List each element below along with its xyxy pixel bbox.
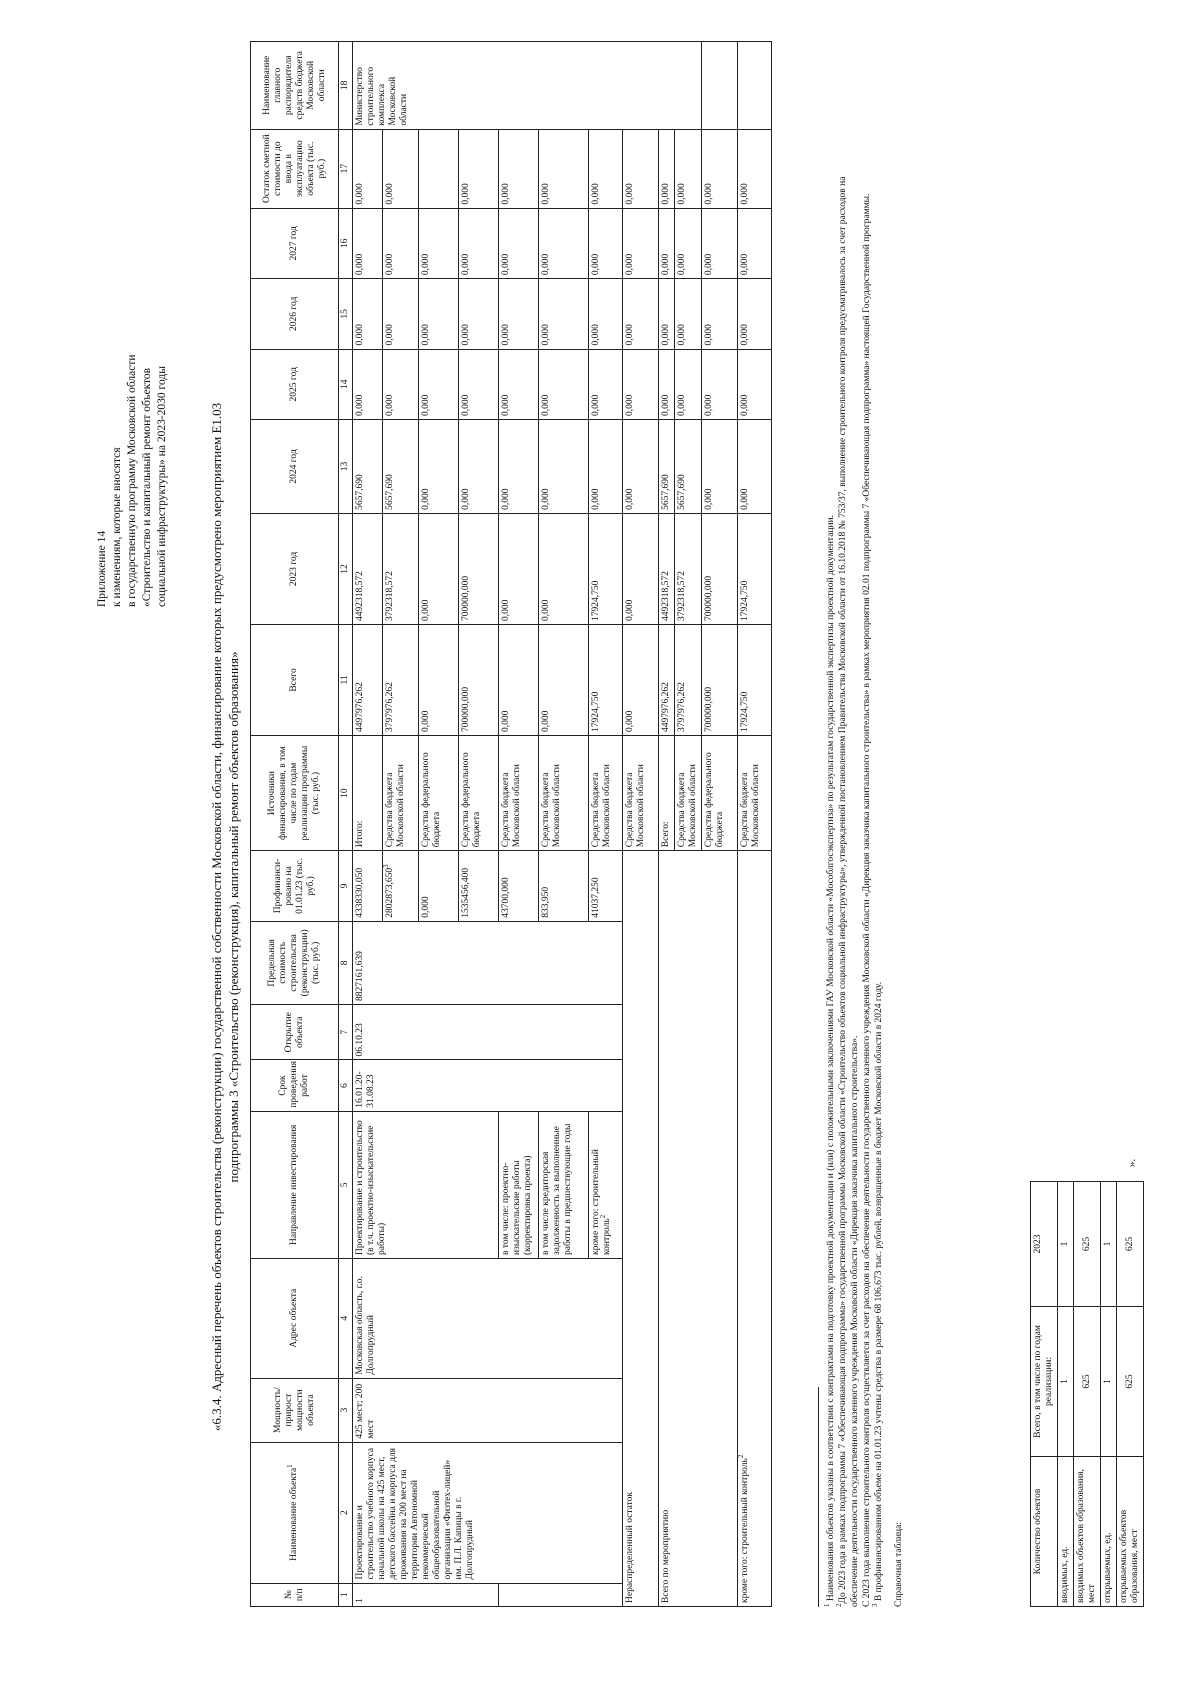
object-number-blank (499, 1583, 623, 1606)
column-number: 12 (339, 513, 353, 624)
investment-direction: в том числе: проектно-изыскательские работы (корректировка проекта) (499, 1111, 539, 1258)
value-2024: 5657,690 (659, 419, 675, 513)
column-number: 18 (339, 42, 353, 130)
header-cell: Количество объектов (1031, 1457, 1058, 1607)
funding-source: Средства федерального бюджета (459, 735, 499, 850)
column-number: 13 (339, 419, 353, 513)
funding-source: Средства бюджета Московской области (589, 735, 623, 850)
value-2026: 0,000 (419, 279, 459, 349)
value-2026: 0,000 (383, 279, 419, 349)
work-term: 16.01.20-31.08.23 (353, 1060, 623, 1111)
footnote: $^1$ Наименования объектов указаны в соответствии с контрактами на подготовку проектной документации и (или) с положительными заключениями ГАУ Московской области «Мособлгосэкспертиза» по результатам государственной экспертизы проектной документации. (822, 514, 836, 1607)
value-2023: 4492318,572 (353, 513, 383, 624)
value-2027: 0,000 (675, 208, 702, 278)
remaining-value: 0,000 (383, 129, 419, 208)
header-cell: Остаток сметной стоимости до ввода в эксплуатацию объекта (тыс. руб.) (251, 129, 339, 208)
value-2027: 0,000 (738, 208, 772, 278)
footnote: $^3$ В профинансированном объеме на 01.01.23 учтены средства в размере 68 106,673 тыс. рублей, возвращенные в бюджет Московской области в 2024 году. (870, 981, 884, 1607)
funding-source: Всего: (659, 735, 675, 850)
value-2024: 0,000 (499, 419, 539, 513)
value-2026: 0,000 (499, 279, 539, 349)
value-2026: 0,000 (702, 279, 738, 349)
header-cell: Всего, в том числе по годам реализации: (1031, 1307, 1058, 1457)
value-2025: 0,000 (589, 349, 623, 419)
total-value: 0,000 (623, 624, 659, 735)
value-2025: 0,000 (623, 349, 659, 419)
funding-source: Средства федерального бюджета (419, 735, 459, 850)
value-2026: 0,000 (353, 279, 383, 349)
investment-direction: кроме того: строительный контроль$^2$ (589, 1111, 623, 1258)
value-2023: 3792318,572 (675, 513, 702, 624)
value-2023: 1 (1058, 1182, 1074, 1307)
value-2024: 5657,690 (353, 419, 383, 513)
value-2025: 0,000 (383, 349, 419, 419)
heading-line: «6.3.4. Адресный перечень объектов строительства (реконструкции) государственной собственности Московской области, финансирование которых предусмотрено мероприятием Е1.03 (209, 402, 224, 1432)
column-number: 2 (339, 1442, 353, 1583)
funding-source: Средства бюджета Московской области (738, 735, 772, 850)
total-value: 4497976,262 (353, 624, 383, 735)
table-row (659, 42, 675, 1607)
column-number: 4 (339, 1259, 353, 1379)
total-value: 700000,000 (702, 624, 738, 735)
column-number: 7 (339, 1004, 353, 1060)
row-label: Нераспределенный остаток (623, 851, 659, 1607)
column-number: 11 (339, 624, 353, 735)
header-cell: Предельная стоимость строительства (реконструкции) (тыс. руб.) (251, 921, 339, 1004)
value-2023: 700000,000 (702, 513, 738, 624)
value-2026: 0,000 (589, 279, 623, 349)
financed-value: 833,950 (539, 851, 589, 921)
column-number-row (339, 42, 353, 1607)
value-2024: 0,000 (459, 419, 499, 513)
header-cell: 2027 год (251, 208, 339, 278)
table-row (1101, 1182, 1117, 1607)
value-2025: 0,000 (659, 349, 675, 419)
funding-source: Средства бюджета Московской области (499, 735, 539, 850)
column-number: 5 (339, 1111, 353, 1258)
header-cell: Адрес объекта (251, 1259, 339, 1379)
header-cell: Профинанси-ровано на 01.01.23 (тыс. руб.) (251, 851, 339, 921)
closing-quote-mark: ». (1126, 1158, 1138, 1167)
header-cell: Всего (251, 624, 339, 735)
appendix-line: «Строительство и капитальный ремонт объектов (141, 367, 153, 607)
value-2026: 0,000 (675, 279, 702, 349)
value-2025: 0,000 (353, 349, 383, 419)
header-cell: Направление инвестирования (251, 1111, 339, 1258)
total-value: 3797976,262 (383, 624, 419, 735)
value-2027: 0,000 (623, 208, 659, 278)
value-2026: 0,000 (738, 279, 772, 349)
investment-direction: в том числе кредиторская задолженность за выполненные работы в предшествующие годы (539, 1111, 589, 1258)
footnote-rule (818, 1387, 819, 1607)
header-cell: Источники финансирования, в том числе по годам реализации программы (тыс. руб.) (251, 735, 339, 850)
value-2023: 4492318,572 (659, 513, 675, 624)
value-2027: 0,000 (353, 208, 383, 278)
row-label: открываемых, ед. (1101, 1457, 1117, 1607)
total-value: 0,000 (499, 624, 539, 735)
object-opening: 06.10.23 (353, 1004, 623, 1060)
value-2023: 0,000 (623, 513, 659, 624)
column-number: 17 (339, 129, 353, 208)
value-2027: 0,000 (383, 208, 419, 278)
value-2023: 700000,000 (459, 513, 499, 624)
object-capacity: 425 мест; 200 мест (353, 1378, 623, 1442)
table-row (623, 42, 659, 1607)
remaining-value: 0,000 (738, 129, 772, 208)
funding-source: Итого: (353, 735, 383, 850)
column-number: 16 (339, 208, 353, 278)
reference-header-row (1031, 1182, 1058, 1607)
remaining-value: 0,000 (459, 129, 499, 208)
value-2023: 625 (1074, 1182, 1101, 1307)
financed-value: 41037,250 (589, 851, 623, 921)
column-number: 1 (339, 1583, 353, 1606)
header-cell: Срок проведения работ (251, 1060, 339, 1111)
funding-source: Средства бюджета Московской области (383, 735, 419, 850)
total-value: 1 (1058, 1307, 1074, 1457)
value-2027: 0,000 (459, 208, 499, 278)
value-2024: 0,000 (623, 419, 659, 513)
value-2024: 0,000 (738, 419, 772, 513)
column-number: 6 (339, 1060, 353, 1111)
reference-caption: Справочная таблица: (894, 1522, 904, 1607)
value-2024: 0,000 (419, 419, 459, 513)
value-2023: 0,000 (419, 513, 459, 624)
value-2027: 0,000 (419, 208, 459, 278)
header-cell: 2023 год (251, 513, 339, 624)
row-label: Всего по мероприятию (659, 851, 738, 1607)
value-2023: 17924,750 (738, 513, 772, 624)
heading-line: подпрограммы 3 «Строительство (реконструкция), капитальный ремонт объектов образования» (226, 651, 241, 1183)
value-2023: 3792318,572 (383, 513, 419, 624)
total-value: 700000,000 (459, 624, 499, 735)
document-heading (208, 287, 242, 1547)
table-row (1117, 1182, 1144, 1607)
financed-value: 43700,000 (499, 851, 539, 921)
financed-value: 4338330,050 (353, 851, 383, 921)
value-2024: 5657,690 (383, 419, 419, 513)
total-value: 17924,750 (738, 624, 772, 735)
table-row (1058, 1182, 1074, 1607)
value-2027: 0,000 (702, 208, 738, 278)
funding-source: Средства бюджета Московской области (623, 735, 659, 850)
footnotes (818, 147, 905, 1607)
header-cell: Мощность/ прирост мощности объекта (251, 1378, 339, 1442)
value-2023: 1 (1101, 1182, 1117, 1307)
total-value: 0,000 (539, 624, 589, 735)
appendix-line: в государственную программу Московской области (126, 354, 138, 607)
column-number: 8 (339, 921, 353, 1004)
total-value: 3797976,262 (675, 624, 702, 735)
remaining-value: 0,000 (702, 129, 738, 208)
budget-manager: Министерство строительного комплекса Московской области (353, 42, 702, 130)
value-2025: 0,000 (499, 349, 539, 419)
value-2025: 0,000 (539, 349, 589, 419)
header-cell: № п/п (251, 1583, 339, 1606)
value-2026: 0,000 (623, 279, 659, 349)
column-number: 9 (339, 851, 353, 921)
value-2027: 0,000 (659, 208, 675, 278)
value-2025: 0,000 (675, 349, 702, 419)
value-2027: 0,000 (539, 208, 589, 278)
appendix-line: к изменениям, которые вносятся (111, 447, 123, 607)
address-list-table (250, 41, 772, 1607)
remaining-value: 0,000 (499, 129, 539, 208)
header-cell: 2024 год (251, 419, 339, 513)
value-2025: 0,000 (459, 349, 499, 419)
appendix-line: Приложение 14 (96, 530, 108, 607)
remaining-value: 0,000 (539, 129, 589, 208)
table-row (353, 42, 383, 1607)
remaining-value: 0,000 (623, 129, 659, 208)
value-2023: 625 (1117, 1182, 1144, 1307)
total-value: 1 (1101, 1307, 1117, 1457)
appendix-line: социальной инфраструктуры» на 2023-2030 годы (156, 366, 168, 607)
total-value: 4497976,262 (659, 624, 675, 735)
total-value: 625 (1074, 1307, 1101, 1457)
value-2026: 0,000 (459, 279, 499, 349)
value-2024: 0,000 (702, 419, 738, 513)
table-row (1074, 1182, 1101, 1607)
value-2025: 0,000 (738, 349, 772, 419)
remaining-value (419, 129, 459, 208)
total-value: 17924,750 (589, 624, 623, 735)
funding-source: Средства бюджета Московской области (675, 735, 702, 850)
financed-value: 1535456,400 (459, 851, 499, 921)
reference-table (1030, 1181, 1144, 1607)
value-2025: 0,000 (419, 349, 459, 419)
value-2024: 0,000 (539, 419, 589, 513)
remaining-value: 0,000 (353, 129, 383, 208)
total-value: 0,000 (419, 624, 459, 735)
header-cell: Наименование объекта$^1$ (251, 1442, 339, 1583)
value-2027: 0,000 (589, 208, 623, 278)
funding-source: Средства федерального бюджета (702, 735, 738, 850)
investment-direction: Проектирование и строительство (в т.ч. проектно-изыскательские работы) (353, 1111, 499, 1258)
column-number: 14 (339, 349, 353, 419)
appendix-block (95, 127, 170, 607)
remaining-value: 0,000 (659, 129, 675, 208)
total-value: 625 (1117, 1307, 1144, 1457)
footnote: $^2$До 2023 года в рамках подпрограммы 7 «Обеспечивающая подпрограмма» государственной программы Московской области «Строительство объектов социальной инфраструктуры», утвержденной постановлением Правительства Московской области от 16.10.2018 № 753/37, выполнение строительного контроля предусматривалось за счет расходов на обеспечение деятельности государственного казенного учреждения Московской области «Дирекция заказчика капитального строительства». (834, 176, 860, 1607)
header-cell: Наименование главного распорядителя средств бюджета Московской области (251, 42, 339, 130)
limit-cost: 8827161,639 (353, 921, 623, 1004)
header-cell: 2023 (1031, 1182, 1058, 1307)
budget-manager-blank (702, 42, 738, 130)
value-2027: 0,000 (499, 208, 539, 278)
value-2026: 0,000 (539, 279, 589, 349)
header-cell: 2025 год (251, 349, 339, 419)
header-cell: Открытие объекта (251, 1004, 339, 1060)
remaining-value: 0,000 (589, 129, 623, 208)
table-row (738, 42, 772, 1607)
row-label: вводимых, ед. (1058, 1457, 1074, 1607)
column-number: 3 (339, 1378, 353, 1442)
value-2026: 0,000 (659, 279, 675, 349)
value-2023: 0,000 (499, 513, 539, 624)
object-name: Проектирование и строительство учебного корпуса начальной школы на 425 мест, детского бассейна и корпуса для проживания на 200 мест на территории Автономной некоммерческой общеобразовательной организации «Физтех-лицей» им. П.Л. Капицы в г. Долгопрудный (353, 1442, 623, 1583)
funding-source: Средства бюджета Московской области (539, 735, 589, 850)
budget-manager-blank (738, 42, 772, 130)
remaining-value: 0,000 (675, 129, 702, 208)
value-2023: 17924,750 (589, 513, 623, 624)
object-address: Московская область, г.о. Долгопрудный (353, 1259, 623, 1379)
financed-value: 2802873,650$^3$ (383, 851, 419, 921)
column-number: 15 (339, 279, 353, 349)
row-label: вводимых объектов образования, мест (1074, 1457, 1101, 1607)
row-label: кроме того: строительный контроль$^2$ (738, 851, 772, 1607)
financed-value: 0,000 (419, 851, 459, 921)
row-label: открываемых объектов образования, мест (1117, 1457, 1144, 1607)
footnote: С 2023 года выполнение строительного контроля осуществляется за счет расходов на обеспечение деятельности государственного казенного учреждения Московской области «Дирекция заказчика капитального строительства» в рамках мероприятия 02.01 подпрограммы 7 «Обеспечивающая подпрограмма» настоящей Государственной программы. (862, 193, 872, 1607)
value-2023: 0,000 (539, 513, 589, 624)
value-2024: 5657,690 (675, 419, 702, 513)
value-2025: 0,000 (702, 349, 738, 419)
table-header-row (251, 42, 339, 1607)
column-number: 10 (339, 735, 353, 850)
value-2024: 0,000 (589, 419, 623, 513)
object-number: 1 (353, 1583, 499, 1606)
header-cell: 2026 год (251, 279, 339, 349)
